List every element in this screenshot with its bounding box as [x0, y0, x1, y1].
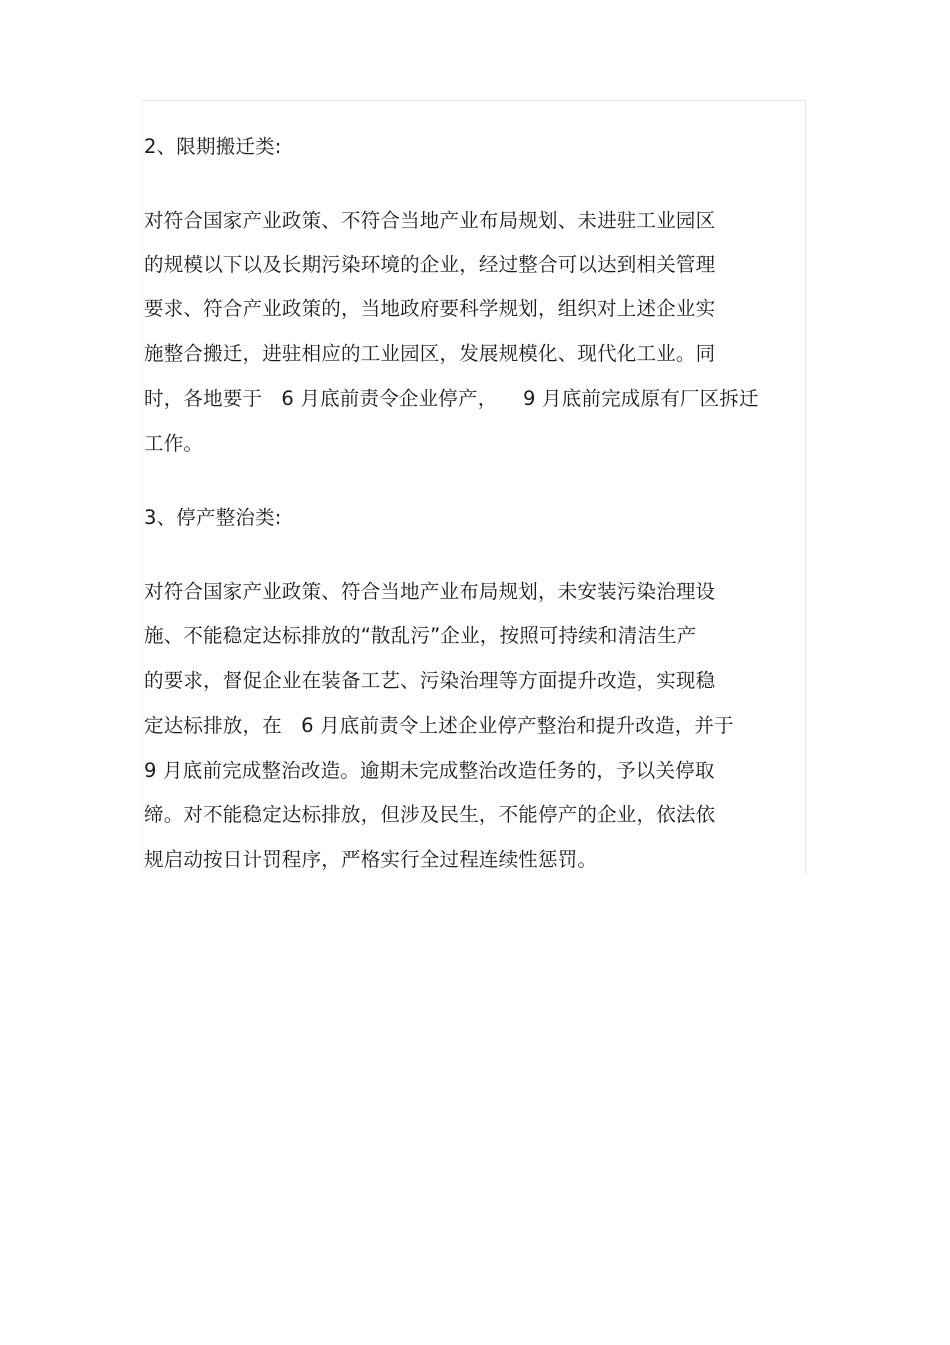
section-2-line-1: 对符合国家产业政策、不符合当地产业布局规划、未进驻工业园区 [144, 209, 716, 232]
section-3-line-3: 的要求，督促企业在装备工艺、污染治理等方面提升改造，实现稳 [144, 669, 716, 692]
section-3-line-7: 规启动按日计罚程序，严格实行全过程连续性惩罚。 [144, 848, 598, 871]
section-2-line-3: 要求、符合产业政策的，当地政府要科学规划，组织对上述企业实 [144, 297, 716, 320]
section-2-heading: 2、限期搬迁类: [144, 135, 282, 158]
section-3-line-2: 施、不能稳定达标排放的“散乱污”企业，按照可持续和清洁生产 [144, 624, 697, 647]
section-3-line-1: 对符合国家产业政策、符合当地产业布局规划，未安装污染治理设 [144, 580, 716, 603]
section-3-line-6: 缔。对不能稳定达标排放，但涉及民生，不能停产的企业，依法依 [144, 803, 716, 826]
section-3-heading: 3、停产整治类: [144, 506, 282, 529]
section-2-line-6: 工作。 [144, 432, 204, 455]
section-2-line-5: 时，各地要于 6 月底前责令企业停产， 9 月底前完成原有厂区拆迁 [144, 387, 759, 410]
section-2-line-4: 施整合搬迁，进驻相应的工业园区，发展规模化、现代化工业。同 [144, 342, 716, 365]
section-3-line-4: 定达标排放，在 6 月底前责令上述企业停产整治和提升改造，并于 [144, 714, 734, 737]
section-2-line-2: 的规模以下以及长期污染环境的企业，经过整合可以达到相关管理 [144, 253, 716, 276]
section-3-line-5: 9 月底前完成整治改造。逾期未完成整治改造任务的，予以关停取 [144, 759, 715, 782]
